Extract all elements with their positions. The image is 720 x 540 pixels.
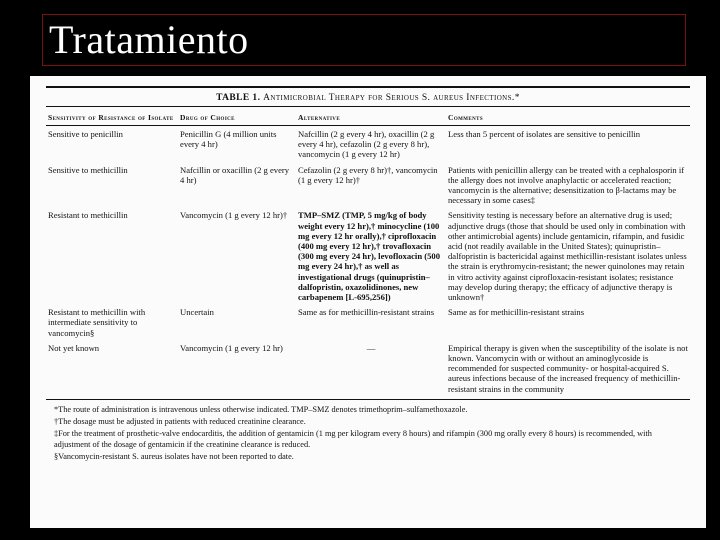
top-rule bbox=[46, 86, 690, 88]
cell-sensitivity: Resistant to methicillin with intermediate sensitivity to vancomycin§ bbox=[48, 307, 146, 338]
cell-drug: Nafcillin or oxacillin (2 g every 4 hr) bbox=[180, 164, 290, 185]
therapy-table bbox=[46, 107, 690, 396]
table-row bbox=[46, 162, 690, 208]
bottom-rule bbox=[46, 399, 690, 401]
cell-alternative: Same as for methicillin-resistant strains bbox=[298, 307, 435, 318]
cell-sensitivity: Sensitive to penicillin bbox=[48, 129, 123, 139]
scanned-table-document bbox=[30, 76, 706, 528]
table-row bbox=[46, 126, 690, 162]
cell-alternative: TMP–SMZ (TMP, 5 mg/kg of body weight every 12 hr),† minocycline (100 mg every 12 hr orally),† ciprofloxacin (400 mg every 12 hr),† trovafloxacin (300 mg every 24 hr), levofloxacin (500 mg every 24 hr),† as well as investigational drugs (quinupristin–dalfopristin, oxazolidinones, new carbapenem [L-695,256]) bbox=[298, 210, 441, 303]
table-row bbox=[46, 304, 690, 340]
table-row bbox=[46, 207, 690, 304]
cell-comments: Less than 5 percent of isolates are sensitive to penicillin bbox=[448, 129, 641, 139]
header-comments: Comments bbox=[448, 113, 484, 122]
footnote: §Vancomycin-resistant S. aureus isolates have not been reported to date. bbox=[54, 451, 294, 461]
footnote: †The dosage must be adjusted in patients with reduced creatinine clearance. bbox=[54, 416, 306, 426]
table-caption-text: Antimicrobial Therapy for Serious S. aureus Infections.* bbox=[263, 93, 520, 103]
header-sensitivity: Sensitivity of Resistance of Isolate bbox=[48, 113, 174, 122]
table-caption bbox=[46, 93, 690, 103]
table-caption-label: TABLE 1. bbox=[216, 93, 261, 103]
footnote: *The route of administration is intravenous unless otherwise indicated. TMP–SMZ denotes trimethoprim–sulfamethoxazole. bbox=[54, 405, 468, 415]
footnote: ‡For the treatment of prosthetic-valve endocarditis, the addition of gentamicin (1 mg per kilogram every 8 hours) and rifampin (300 mg orally every 8 hours) is recommended, with adjustment of the dosage of gentamicin if the creatinine clearance is reduced. bbox=[54, 428, 652, 450]
cell-alternative: Nafcillin (2 g every 4 hr), oxacillin (2 g every 4 hr), cefazolin (2 g every 8 hr), vancomycin (1 g every 12 hr) bbox=[298, 129, 435, 160]
slide-title: Tratamiento bbox=[49, 17, 249, 62]
cell-comments: Empirical therapy is given when the susceptibility of the isolate is not known. Vancomycin with or without an aminoglycoside is recommended for suspected community- or hospital-acquired S. aureus infections because of the increased frequency of methicillin-resistant strains in the community bbox=[448, 342, 688, 394]
cell-comments: Patients with penicillin allergy can be treated with a cephalosporin if the allergy does not involve anaphylactic or accelerated reaction; vancomycin is the alternative; desensitization to β-lactams may be necessary in some cases‡ bbox=[448, 164, 685, 206]
cell-drug: Vancomycin (1 g every 12 hr) bbox=[180, 342, 283, 353]
slide-title-box bbox=[42, 14, 686, 66]
cell-comments: Sensitivity testing is necessary before an alternative drug is used; adjunctive drugs (those that should be used only in combination with other antimicrobial agents) include gentamicin, rifampin, and fusidic acid (not readily available in the United States); quinupristin–dalfopristin is bactericidal against methicillin-resistant isolates unless the strain is erythromycin-resistant; the newer quinolones may retain in vitro activity against ciprofloxacin-resistant isolates; resistance may develop during therapy; the efficacy of adjunctive therapy is unknown† bbox=[448, 210, 687, 303]
cell-sensitivity: Sensitive to methicillin bbox=[48, 164, 128, 175]
cell-sensitivity: Resistant to methicillin bbox=[48, 210, 128, 221]
cell-alternative: — bbox=[366, 342, 376, 353]
header-alternative: Alternative bbox=[298, 113, 341, 122]
cell-drug: Uncertain bbox=[180, 307, 214, 318]
cell-drug: Vancomycin (1 g every 12 hr)† bbox=[180, 210, 288, 221]
cell-alternative: Cefazolin (2 g every 8 hr)†, vancomycin (1 g every 12 hr)† bbox=[298, 164, 438, 185]
cell-sensitivity: Not yet known bbox=[48, 342, 100, 353]
header-drug: Drug of Choice bbox=[180, 113, 235, 122]
cell-drug: Penicillin G (4 million units every 4 hr) bbox=[180, 129, 277, 150]
table-header-row bbox=[46, 107, 690, 125]
cell-comments: Same as for methicillin-resistant strains bbox=[448, 307, 585, 318]
footnotes bbox=[46, 404, 690, 462]
table-row bbox=[46, 340, 690, 396]
